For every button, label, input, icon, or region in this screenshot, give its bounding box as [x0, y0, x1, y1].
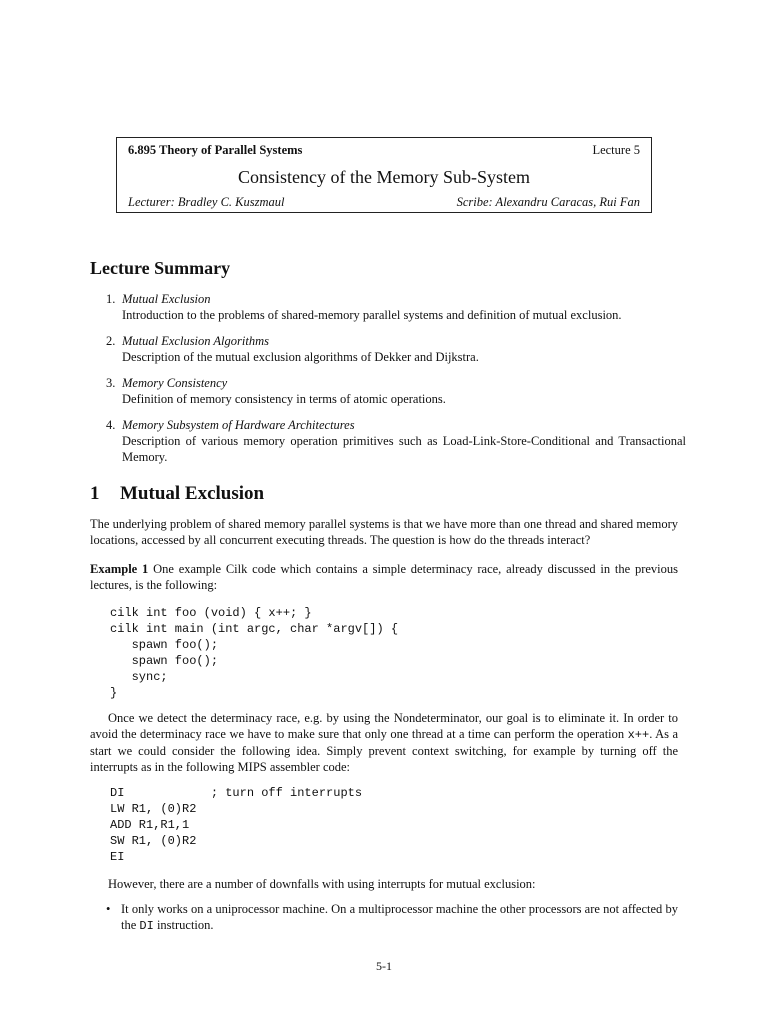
header-bottom-row — [128, 195, 640, 210]
item-number: 1. — [106, 292, 116, 306]
item-number: 4. — [106, 418, 116, 432]
scribe-names: Scribe: Alexandru Caracas, Rui Fan — [456, 195, 640, 209]
list-item — [106, 417, 686, 465]
item-title: Memory Subsystem of Hardware Architectures — [122, 418, 355, 432]
paragraph-text: . As a start we could consider the following idea. Simply prevent context switching, for example by turning off the interrupts as in the following MIPS assembler code: — [90, 727, 679, 774]
item-title: Mutual Exclusion — [122, 292, 211, 306]
bullet-text-part: instruction. — [153, 918, 214, 932]
cilk-code-block: cilk int foo (void) { x++; } cilk int main (int argc, char *argv[]) { spawn foo(); spawn foo(); sync; } — [110, 606, 399, 700]
section-title: Mutual Exclusion — [120, 483, 265, 504]
lecturer-name: Lecturer: Bradley C. Kuszmaul — [128, 195, 285, 209]
section-number: 1 — [90, 483, 100, 504]
item-number: 2. — [106, 334, 116, 348]
intro-paragraph: The underlying problem of shared memory parallel systems is that we have more than one thread and shared memory locations, accessed by all concurrent executing threads. The question is how do the threads interact? — [90, 517, 678, 547]
item-description: Introduction to the problems of shared-memory parallel systems and definition of mutual exclusion. — [122, 308, 622, 322]
example-paragraph — [90, 561, 678, 593]
list-item — [106, 375, 686, 407]
course-name: 6.895 Theory of Parallel Systems — [128, 143, 303, 157]
page-number: 5-1 — [376, 959, 392, 973]
item-description: Description of various memory operation primitives such as Load-Link-Store-Conditional and Transactional Memory. — [122, 434, 686, 464]
header-top-row — [128, 143, 640, 158]
summary-heading: Lecture Summary — [90, 258, 231, 278]
bullet-text-part: It only works on a uniprocessor machine. On a multiprocessor machine the other processors are not affected by the — [121, 902, 678, 932]
inline-code: x++ — [627, 728, 650, 742]
item-title: Mutual Exclusion Algorithms — [122, 334, 269, 348]
list-item — [106, 291, 686, 323]
item-description: Definition of memory consistency in terms of atomic operations. — [122, 392, 446, 406]
section-1-heading — [90, 483, 264, 505]
mips-code-block: DI ; turn off interrupts LW R1, (0)R2 ADD R1,R1,1 SW R1, (0)R2 EI — [110, 786, 363, 864]
lecture-header-box — [116, 137, 652, 213]
bullet-text — [106, 901, 678, 934]
example-text: One example Cilk code which contains a simple determinacy race, already discussed in the previous lectures, is the following: — [90, 562, 678, 592]
lecture-title: Consistency of the Memory Sub-System — [238, 167, 530, 187]
determinacy-paragraph — [90, 710, 678, 775]
bullet-icon: • — [106, 902, 111, 916]
item-description: Description of the mutual exclusion algorithms of Dekker and Dijkstra. — [122, 350, 479, 364]
item-number: 3. — [106, 376, 116, 390]
bullet-item — [106, 901, 678, 934]
summary-list — [106, 291, 686, 475]
inline-code: DI — [139, 919, 154, 933]
list-item — [106, 333, 686, 365]
lecture-number: Lecture 5 — [592, 143, 640, 157]
example-label: Example 1 — [90, 562, 149, 576]
paragraph-text: Once we detect the determinacy race, e.g. by using the Nondeterminator, our goal is to eliminate it. In order to avoid the determinacy race we have to make sure that only one thread at a time can perform the operation — [90, 711, 678, 741]
downfalls-paragraph: However, there are a number of downfalls with using interrupts for mutual exclusion: — [108, 877, 536, 891]
item-title: Memory Consistency — [122, 376, 228, 390]
